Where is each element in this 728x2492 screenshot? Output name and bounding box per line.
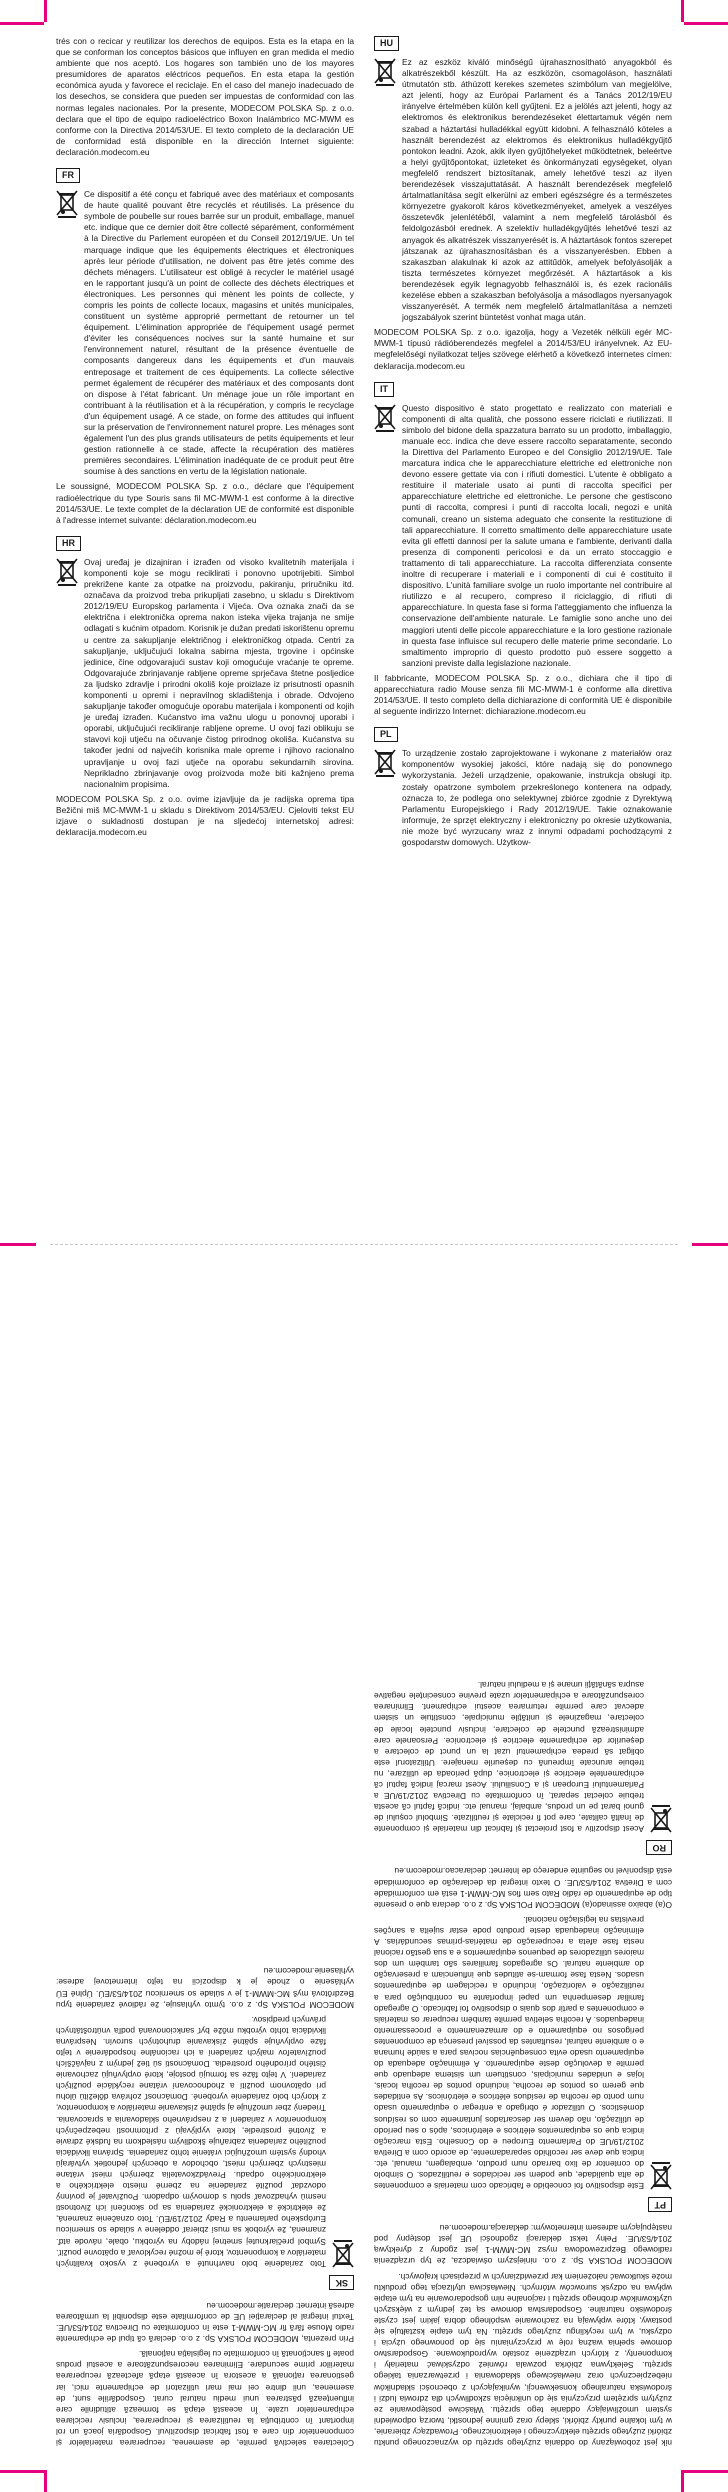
lang-header-ro [374, 1840, 672, 1855]
top-left-column [56, 36, 354, 1216]
fr-weee-text: Ce dispositif a été conçu et fabriqué avec des matériaux et composants de haute qualité pouvant être recyclés et réutilisés. La présence du symbole de poubelle sur roues barrée sur un produit, emballage, manuel etc. indique que ce dernier doit être collecté séparément, conformément à la Directive du Parlement européen et du Conseil 2012/19/UE. Un tel marquage indique que les équipements électriques et électroniques après leur période d'utilisation, ne doivent pas être jetés comme des déchets ménagers. L'utilisateur est obligé à recycler le matériel usagé en le rapportant jusqu'à un point de collecte des déchets électriques et électroniques. Les personnes qui mènent les points de collecte, y compris les points de collecte locaux, magasins et unités municipales, constituent un système approprié permettant de retourner un tel équipement. L'élimination appropriée de l'équipement usagé permet d'éviter les conséquences nocives sur la santé humaine et sur l'environnement naturel, résultant de la présence éventuelle de composants dangereux dans les équipements et d'un mauvais entreposage et traitement de ces équipements. La collecte sélective permet également de récupérer des matériaux et des composants dont on dispose à l'état fabricant. Un ménage joue un rôle important en contribuant à la réutilisation et à la récupération, y compris le recyclage d'un équipement usagé. A ce stade, on forme des attitudes qui influent sur la préservation de l'environnement naturel propre. Les ménages sont également l'un des plus grands utilisateurs de petits équipements et leur gestion rationnelle à ce stade, affecte la récupération des matières premières secondaires. L'élimination inadéquate de ce produit peut être soumise à des sanctions en vertu de la législation nationale. [84, 189, 354, 477]
it-declaration: Il fabbricante, MODECOM POLSKA Sp. z o.o., dichiara che il tipo di apparecchiatura radio Mouse senza fili MC-MWM-1 è conforme alla direttiva 2014/53/UE. Il testo completo della dichiarazione di conformità UE è disponibile al seguente indirizzo Internet: dichiarazione.modecom.eu [374, 672, 672, 717]
lang-header-hu [374, 36, 672, 51]
crossed-out-wheelie-bin-icon [374, 404, 396, 432]
lang-header-it [374, 382, 672, 397]
top-panel [56, 36, 672, 1216]
hu-weee-text: Ez az eszköz kiváló minőségű újrahasznosítható anyagokból és alkatrészekből készült. Ha az eszközön, csomagoláson, használati útmutatón stb. áthúzott kerekes szemetes szimbólum van megjelölve, azt jelenti, hogy az Európai Parlament és a Tanács 2012/19/EU irányelve értelmében külön kell gyűjteni. Ez a jelölés azt jelenti, hogy az elektromos és elektronikus berendezéseket élettartamuk végén nem szabad a háztartási hulladékkal együtt kidobni. A felhasználó köteles a használt berendezést az elektromos és elektronikus hulladékgyűjtő pontokon leadni. Azok, akik ilyen gyűjtőhelyeket működtetnek, beleértve a helyi gyűjtőpontokat, üzleteket és önkormányzati egységeket, olyan megfelelő rendszert biztosítanak, amely lehetővé teszi az ilyen berendezések visszajuttatását. A használt berendezések megfelelő ártalmatlanítása segít elkerülni az emberi egészségre és a természetes környezetre gyakorolt káros következményeket, amelyek a veszélyes összetevők jelenlétéből, valamint a nem megfelelő tárolásból és feldolgozásból erednek. A szelektív hulladékgyűjtés lehetővé teszi az anyagok és alkatrészek visszanyerését is. A háztartások fontos szerepet játszanak az újrahasznosításban és a visszanyerésben. Ebben a szakaszban alakulnak ki azok az attitűdök, amelyek befolyásolják a tiszta természetes környezet megőrzését. A háztartások a kis berendezések egyik legnagyobb felhasználói is, és ezek racionális kezelése ebben a szakaszban befolyásolja a másodlagos nyersanyagok visszanyerését. A termék nem megfelelő ártalmatlanítása a nemzeti jogszabályok szerint büntetést vonhat maga után. [402, 57, 672, 323]
ro-declaration: Prin prezenta, MODECOM POLSKA Sp. z o.o. declară că tipul de echipamente radio Mouse fără fir MC-MWM-1 este în conformitate cu Directiva 2014/53/UE. Textul integral al declarației UE de conformitate este disponibil la următoarea adresă internet: declaratie.modecom.eu [56, 2300, 354, 2345]
pt-declaration: O(a) abaixo assinado(a) MODECOM POLSKA Sp. z o.o. declara que o presente tipo de equipamento de rádio Rato sem fios MC-MWM-1 está em conformidade com a Diretiva 2014/53/UE. O texto integral da declaração de conformidade está disponível no seguinte endereço de Internet: declaracao.modecom.eu [374, 1866, 672, 1910]
it-weee-text: Questo dispositivo è stato progettato e realizzato con materiali e componenti di alta qualità, che possono essere riciclati e riutilizzati. Il simbolo del bidone della spazzatura barrato su un prodotto, imballaggio, manuale ecc. indica che deve essere raccolto separatamente, secondo la Direttiva del Parlamento Europeo e del Consiglio 2012/19/UE. Tale marcatura indica che le apparecchiature elettriche ed elettroniche non devono essere gettate via con i rifiuti domestici. L'utente è obbligato a restituire il materiale usato ai punti di raccolta specifici per apparecchiature elettriche ed elettroniche. Le persone che gestiscono punti di raccolta, compresi i punti di raccolta locali, negozi e unità comunali, creano un sistema adeguato che consente la restituzione di tali apparecchiature. Il corretto smaltimento delle apparecchiature usate evita gli effetti dannosi per la salute umana e l'ambiente, derivanti dalla presenza di componenti pericolosi e da un errato stoccaggio e trattamento di tali apparecchiature. La raccolta differenziata consente inoltre di recuperare i materiali e i componenti di cui è costituito il dispositivo. L'unità familiare svolge un ruolo importante nel contribuire al riutilizzo e al recupero, compreso il riciclaggio, di rifiuti di apparecchiature. In questa fase si forma l'atteggiamento che influenza la conservazione dell'ambiente naturale. Le famiglie sono anche uno dei maggiori utenti delle piccole apparecchiature e la loro gestione razionale in questa fase influisce sul recupero delle materie prime secondarie. Lo smaltimento improprio di questo prodotto può essere soggetto a sanzioni previste dalla legislazione nazionale. [402, 402, 672, 668]
fr-declaration: Le soussigné, MODECOM POLSKA Sp. z o.o., déclare que l'équipement radioélectrique du type Souris sans fil MC-MWM-1 est conforme à la directive 2014/53/UE. Le texte complet de la déclaration UE de conformité est disponible à l'adresse internet suivante: déclaration.modecom.eu [56, 481, 354, 525]
lang-tag-fr: FR [56, 168, 80, 183]
weee-block-pl [374, 748, 672, 852]
lang-header-hr [56, 536, 354, 551]
crossed-out-wheelie-bin-icon [650, 1805, 672, 1833]
crop-mark-top-right [681, 0, 684, 22]
lang-tag-ro: RO [647, 1840, 673, 1855]
lang-tag-it: IT [374, 382, 394, 397]
crop-mark-top-right-h [684, 22, 728, 25]
lang-header-pl [374, 727, 672, 742]
pl-declaration: MODECOM POLSKA Sp. z o.o. niniejszym oświadcza, że typ urządzenia radiowego Bezprzewodowa mysz MC-MWM-1 jest zgodny z dyrektywą 2014/53/UE. Pełny tekst deklaracji zgodności UE jest dostępny pod następującym adresem internetowym: deklaracja.modecom.eu [374, 2223, 672, 2267]
pt-weee-text: Este dispositivo foi concebido e fabricado com materiais e componentes de alta qualidade, que podem ser reciclados e reutilizados. O símbolo do contentor de lixo barrado num produto, embalagem, manual, etc. indica que deve ser recolhido separadamente, de acordo com a Diretiva 2012/19/UE do Parlamento Europeu e do Conselho. Esta marcação indica que os equipamentos elétricos e eletrónicos, após o seu período de utilização, não devem ser descartados juntamente com os resíduos domésticos. O utilizador é obrigado a entregar o equipamento usado num ponto de recolha de resíduos elétricos e eletrónicos. As entidades que gerem os pontos de recolha, incluindo pontos de recolha locais, lojas e unidades municipais, constituem um sistema adequado que permite a devolução deste equipamento. A eliminação adequada do equipamento usado evita consequências nocivas para a saúde humana e o ambiente natural, resultantes da possível presença de componentes perigosos no equipamento e do armazenamento e processamento inadequados. A recolha seletiva permite também recuperar os materiais e componentes a partir dos quais o dispositivo foi fabricado. O agregado familiar desempenha um papel importante na contribuição para a reutilização e valorização, incluindo a reciclagem de equipamentos usados. Nesta fase formam-se atitudes que influenciam a preservação do ambiente natural. Os agregados familiares são também um dos maiores utilizadores de pequenos equipamentos e a sua gestão racional nesta fase afeta a recuperação de matérias-primas secundárias. A eliminação inadequada deste produto pode estar sujeita a sanções previstas na legislação nacional. [374, 1914, 644, 2192]
crossed-out-wheelie-bin-icon [56, 558, 78, 586]
sk-declaration: MODECOM POLSKA Sp. z o.o. týmto vyhlasuje, že rádiové zariadenie typu Bezdrôtová myš MC-MWM-1 je v súlade so smernicou 2014/53/EÚ. Úplné EÚ vyhlásenie o zhode je k dispozícii na tejto internetovej adrese: vyhlasenie.modecom.eu [56, 1966, 354, 2010]
crossed-out-wheelie-bin-icon [332, 2240, 354, 2268]
crossed-out-wheelie-bin-icon [650, 2162, 672, 2190]
crossed-out-wheelie-bin-icon [374, 58, 396, 86]
lang-tag-hu: HU [374, 36, 399, 51]
crop-mark-top-left-h [0, 22, 44, 25]
weee-block-fr [56, 189, 354, 481]
weee-block-pt [374, 1910, 672, 2191]
ro-continuation: Colectarea selectivă permite, de asemenea, recuperarea materialelor și componentelor din care a fost fabricat dispozitivul. Gospodăria joacă un rol important în contribuția la reutilizarea și recuperarea, inclusiv reciclarea echipamentelor uzate. În această etapă se formează atitudinile care influențează păstrarea unui mediu natural curat. Gospodăriile sunt, de asemenea, unii dintre cei mai mari utilizatori de echipamente mici, iar gestionarea rațională a acestora în această etapă afectează recuperarea materiilor prime secundare. Eliminarea necorespunzătoare a acestui produs poate fi sancționată în conformitate cu legislația națională. [56, 2349, 354, 2448]
lang-tag-sk: SK [329, 2275, 354, 2290]
pl-weee-text: To urządzenie zostało zaprojektowane i wykonane z materiałów oraz komponentów wysokiej jakości, które nadają się do ponownego wykorzystania. Jeżeli urządzenie, opakowanie, instrukcja obsługi itp. zostały opatrzone symbolem przekreślonego kontenera na odpady, oznacza to, że podlega ono selektywnej zbiórce zgodnie z Dyrektywą Parlamentu Europejskiego i Rady 2012/19/UE. Takie oznakowanie informuje, że sprzęt elektryczny i elektroniczny po okresie użytkowania, nie może być wyrzucany wraz z innymi odpadami pochodzącymi z gospodarstw domowych. Użytkow- [402, 748, 672, 847]
crop-mark-bottom-left-h [0, 2470, 44, 2473]
fold-mark-right [692, 1243, 728, 1246]
lang-header-sk [56, 2275, 354, 2290]
lang-header-fr [56, 168, 354, 183]
lang-tag-pt: PT [648, 2197, 672, 2212]
lang-tag-pl: PL [374, 727, 398, 742]
es-continuation: trés con o recicar y reutilizar los derechos de equipos. Esta es la etapa en la que se conforman los conceptos básicos que influyen en gran medida el medio ambiente que nos aceptó. Los hogares son también uno de los mayores presumidores de aparatos eléctricos pequeños. En esta etapa la gestión económica ayuda y favorece el reciclaje. En el caso del manejo inadecuado de los desechos, se considera que pueden ser impuestas de conformidad con las normas legales nacionales. Por la presente, MODECOM POLSKA Sp. z o.o. declara que el tipo de equipo radioeléctrico Boxon Inalámbrico MC-MWM es conforme con la Directiva 2014/53/UE. El texto completo de la declaración UE de conformidad está disponible en la dirección Internet siguiente: declaración.modecom.eu [56, 36, 354, 157]
hr-declaration: MODECOM POLSKA Sp. z o.o. ovime izjavljuje da je radijska oprema tipa Bežični miš MC-MWM-1 u skladu s Direktivom 2014/53/EU. Cjeloviti tekst EU izjave o sukladnosti dostupan je na sljedećoj internetskoj adresi: deklaracija.modecom.eu [56, 793, 354, 838]
fold-mark-left [0, 1243, 36, 1246]
lang-header-pt [374, 2197, 672, 2212]
weee-block-it [374, 403, 672, 673]
crossed-out-wheelie-bin-icon [56, 190, 78, 218]
pl-continuation: nik jest zobowiązany do oddania zużytego sprzętu do wyznaczonego punktu zbiórki zużytego sprzętu elektrycznego i elektronicznego. Prowadzący zbieranie, w tym lokalne punkty zbiórki, sklepy oraz gminne jednostki, tworzą odpowiedni system umożliwiający oddanie tego sprzętu. Właściwe postępowanie ze zużytym sprzętem przyczynia się do uniknięcia szkodliwych dla zdrowia ludzi i środowiska naturalnego konsekwencji, wynikających z obecności składników niebezpiecznych oraz niewłaściwego składowania i przetwarzania takiego sprzętu. Selektywna zbiórka pozwala również odzyskiwać materiały i komponenty, z których urządzenie zostało wyprodukowane. Gospodarstwo domowe spełnia ważną rolę w przyczynianiu się do ponownego użycia i odzysku, w tym recyklingu zużytego sprzętu. Na tym etapie kształtuje się postawy, które wpływają na zachowanie wspólnego dobra jakim jest czyste środowisko naturalne. Gospodarstwa domowe są też jednym z większych użytkowników drobnego sprzętu i racjonalne nim gospodarowanie na tym etapie wpływa na odzysk surowców wtórnych. Niewłaściwa utylizacja tego produktu może skutkować nałożeniem kar przewidzianych w przepisach krajowych. [374, 2271, 672, 2448]
bottom-right-column [56, 1268, 354, 2448]
crop-mark-top-left [44, 0, 47, 22]
ro-weee-text: Acest dispozitiv a fost proiectat și fabricat din materiale și componente de înaltă calitate, care pot fi reciclate și reutilizate. Simbolul coșului de gunoi barat pe un produs, ambalaj, manual etc. indică faptul că acesta trebuie colectat separat, în conformitate cu Directiva 2012/19/UE a Parlamentului European și a Consiliului. Acest marcaj indică faptul că echipamentele electrice și electronice, după perioada de utilizare, nu trebuie aruncate împreună cu deșeurile menajere. Utilizatorul este obligat să predea echipamentul uzat la un punct de colectare a deșeurilor de echipamente electrice și electronice. Persoanele care administrează punctele de colectare, inclusiv punctele locale de colectare, magazinele și unitățile municipale, constituie un sistem adecvat care permite returnarea acestui echipament. Eliminarea corespunzătoare a echipamentelor uzate previne consecințele negative asupra sănătății umane și a mediului natural. [374, 1680, 644, 1835]
lang-tag-hr: HR [56, 536, 81, 551]
crop-mark-bottom-right-h [684, 2470, 728, 2473]
crossed-out-wheelie-bin-icon [374, 749, 396, 777]
bottom-panel-rotated [56, 1268, 672, 2448]
hr-weee-text: Ovaj uređaj je dizajniran i izrađen od visoko kvalitetnih materijala i komponenti koje se mogu reciklirati i ponovno upotrijebiti. Simbol prekrižene kante za otpatke na proizvodu, pakiranju, priručniku itd. označava da proizvod treba prikupljati zasebno, u skladu s Direktivom 2012/19/EU Europskog parlamenta i Vijeća. Ova oznaka znači da se električna i elektronička oprema nakon isteka vijeka trajanja ne smije odlagati s kućnim otpadom. Korisnik je dužan predati iskorištenu opremu u centre za sakupljanje električnog i elektroničkog otpada. Centri za sakupljanje, uključujući lokalna sabirna mjesta, trgovine i općinske jedinice, čine odgovarajući sustav koji omogućuje vraćanje te opreme. Odgovarajuće zbrinjavanje rabljene opreme sprječava štetne posljedice za ljudsko zdravlje i prirodni okoliš koje proizlaze iz prisutnosti opasnih komponenti u opremi i nepravilnog skladištenja i obrade. Odvojeno sakupljanje također omogućuje oporabu materijala i komponenti od kojih je uređaj izrađen. Kućanstvo ima važnu ulogu u ponovnoj uporabi i oporabi, uključujući recikliranje rabljene opreme. U ovoj fazi oblikuju se stavovi koji utječu na očuvanje čistog prirodnog okoliša. Kućanstva su također jedni od najvećih korisnika male opreme i njihovo racionalno upravljanje u ovoj fazi utječe na oporabu sekundarnih sirovina. Neprikladno zbrinjavanje ovog proizvoda može biti kažnjeno prema nacionalnim propisima. [84, 556, 354, 789]
fold-line [50, 1244, 678, 1245]
top-right-column [374, 36, 672, 1216]
weee-block-hu [374, 57, 672, 327]
weee-block-ro [374, 1675, 672, 1834]
bottom-left-column [374, 1268, 672, 2448]
crop-mark-bottom-left [44, 2470, 47, 2492]
hu-declaration: MODECOM POLSKA Sp. z o.o. igazolja, hogy a Vezeték nélküli egér MC-MWM-1 típusú rádióberendezés megfelel a 2014/53/EU irányelvnek. Az EU-megfelelőségi nyilatkozat teljes szövege elérhető a következő internetes címen: deklaracija.modecom.eu [374, 327, 672, 371]
weee-block-hr [56, 557, 354, 794]
crop-mark-bottom-right [681, 2470, 684, 2492]
sk-weee-text: Toto zariadenie bolo navrhnuté a vyrobené z vysoko kvalitných materiálov a komponentov, ktoré je možné recyklovať a opätovne použiť. Symbol prečiarknutej smetnej nádoby na výrobku, obale, návode atď. znamená, že výrobok sa musí zbierať oddelene v súlade so smernicou Európskeho parlamentu a Rady 2012/19/EÚ. Toto označenie znamená, že elektrické a elektronické zariadenia sa po skončení ich životnosti nesmú vyhadzovať spolu s domovým odpadom. Používateľ je povinný odovzdať použité zariadenie na zberné miesto elektrického a elektronického odpadu. Prevádzkovatelia zberných miest vrátane miestnych zberných miest, obchodov a obecných jednotiek vytvárajú vhodný systém umožňujúci vrátenie tohto zariadenia. Správna likvidácia použitého zariadenia zabraňuje škodlivým následkom na ľudské zdravie a životné prostredie, ktoré vyplývajú z prítomnosti nebezpečných komponentov v zariadení a z nesprávneho skladovania a spracovania. Triedený zber umožňuje aj spätné získavanie materiálov a komponentov, z ktorých bolo zariadenie vyrobené. Domácnosť zohráva dôležitú úlohu pri opätovnom použití a zhodnocovaní vrátane recyklácie použitých zariadení. V tejto fáze sa formujú postoje, ktoré ovplyvňujú zachovanie čistého prírodného prostredia. Domácnosti sú tiež jedným z najväčších používateľov malých zariadení a ich racionálne hospodárenie v tejto fáze ovplyvňuje spätné získavanie druhotných surovín. Nesprávna likvidácia tohto výrobku môže byť sankcionovaná podľa vnútroštátnych právnych predpisov. [56, 2014, 326, 2269]
weee-block-sk [56, 2010, 354, 2269]
